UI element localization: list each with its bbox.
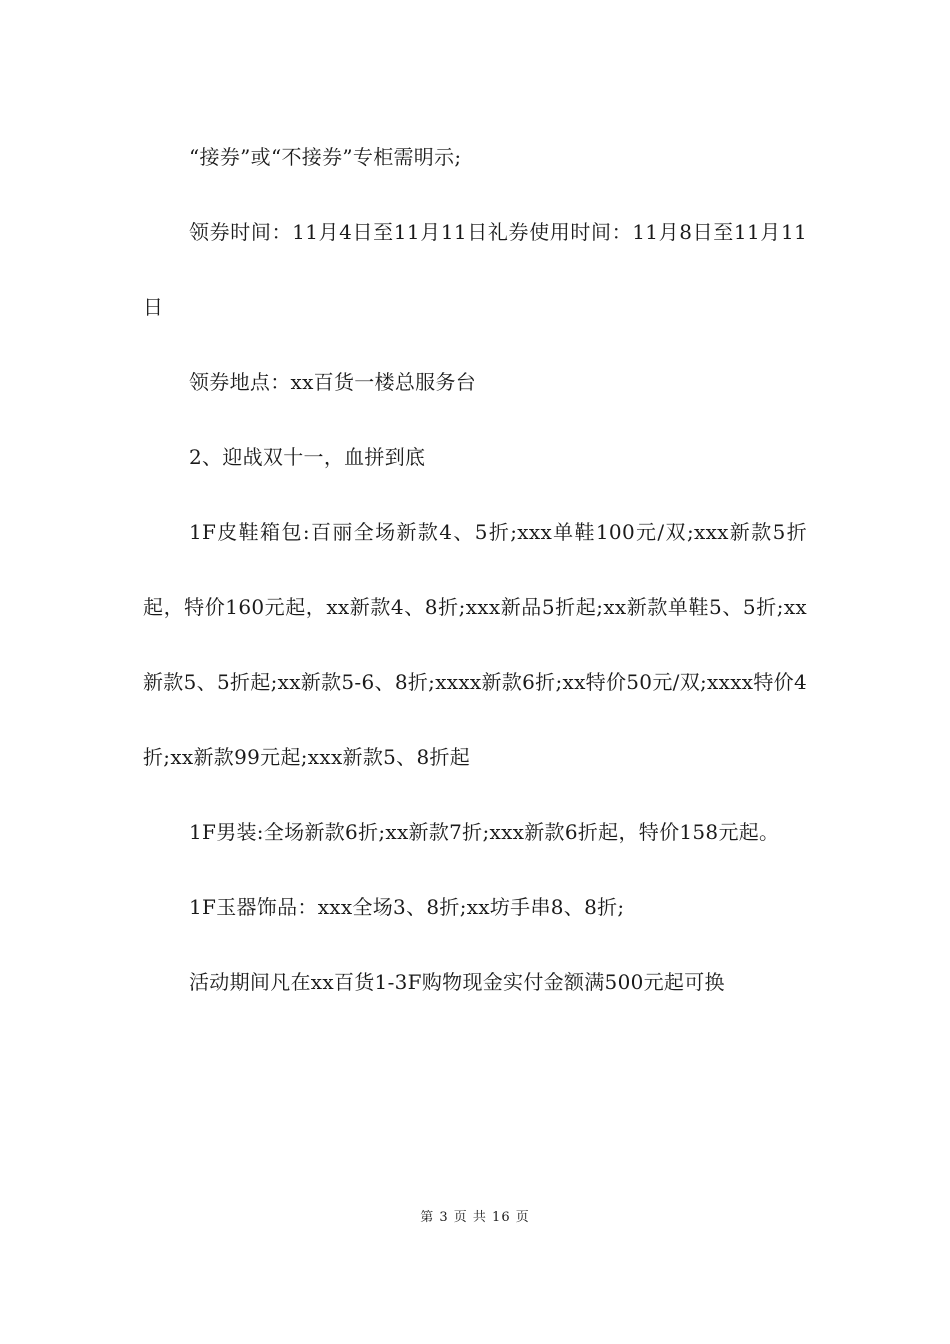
paragraph-jade-jewelry: 1F玉器饰品：xxx全场3、8折;xx坊手串8、8折;: [189, 895, 625, 919]
page-number-footer: 第 3 页 共 16 页: [420, 1210, 530, 1225]
paragraph-shoes-bags: 1F皮鞋箱包:百丽全场新款4、5折;xxx单鞋100元/双;xxx新款5折起，特价160元起，xx新款4、8折;xxx新品5折起;xx新款单鞋5、5折;xx新款5、5折起;xx新款5-6、8折;xxxx新款6折;xx特价50元/双;xxxx特价4折;xx新款99元起;xxx新款5、8折起: [143, 520, 807, 769]
paragraph-menswear: 1F男装:全场新款6折;xx新款7折;xxx新款6折起，特价158元起。: [189, 820, 780, 844]
paragraph-coupon-notice: “接券”或“不接券”专柜需明示;: [189, 145, 462, 169]
paragraph-coupon-time: 领券时间：11月4日至11月11日礼券使用时间：11月8日至11月11日: [143, 220, 807, 319]
document-body: [143, 120, 807, 1020]
paragraph-section-heading: 2、迎战双十一，血拼到底: [189, 445, 426, 469]
paragraph-coupon-location: 领券地点：xx百货一楼总服务台: [189, 370, 477, 394]
paragraph-promotion: 活动期间凡在xx百货1-3F购物现金实付金额满500元起可换: [189, 970, 725, 994]
